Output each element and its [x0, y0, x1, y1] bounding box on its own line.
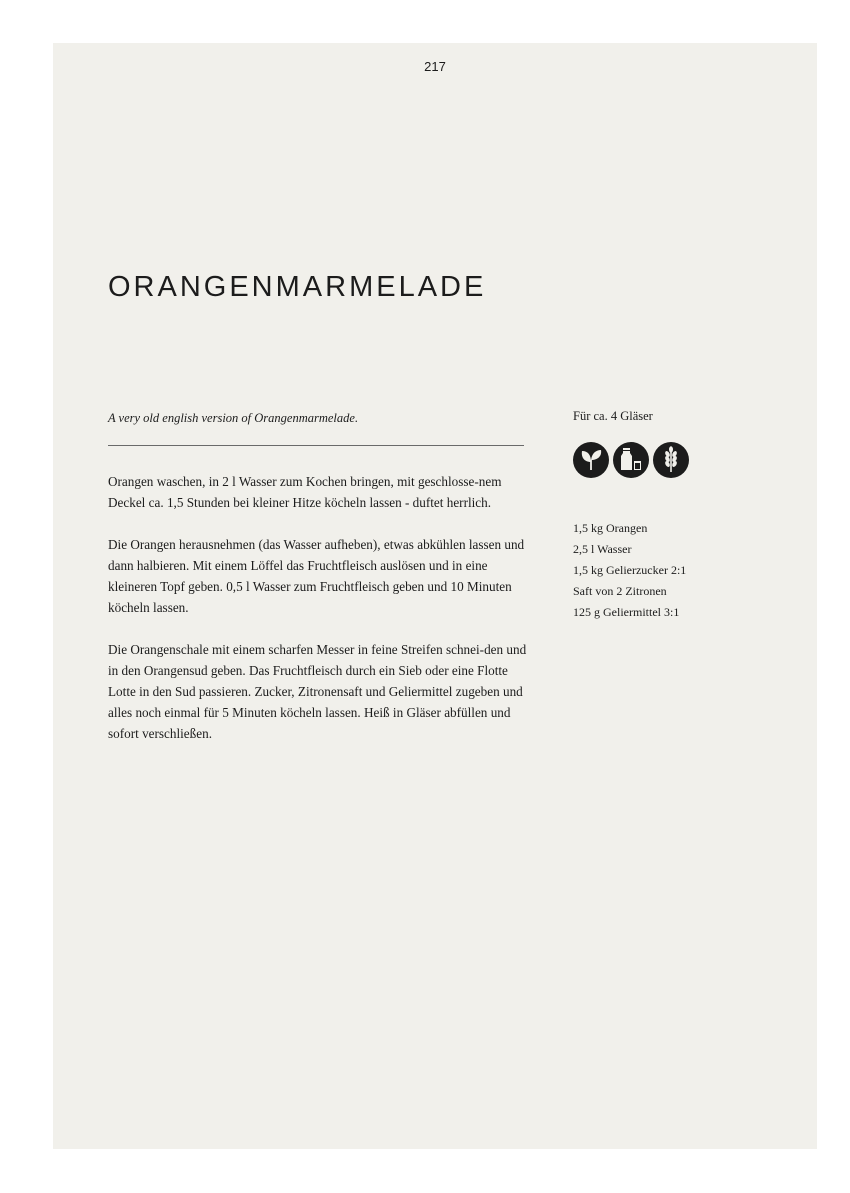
- ingredient-item: 1,5 kg Orangen: [573, 521, 648, 535]
- recipe-title: ORANGENMARMELADE: [108, 271, 487, 303]
- instruction-paragraph: Orangen waschen, in 2 l Wasser zum Kochen bringen, mit geschlosse-nem Deckel ca. 1,5 Stunden bei kleiner Hitze köcheln lassen - duftet herrlich.: [108, 474, 502, 510]
- ingredient-item: 125 g Geliermittel 3:1: [573, 605, 680, 619]
- page-number: 217: [424, 59, 446, 74]
- recipe-instructions: [108, 471, 538, 765]
- instruction-paragraph: Die Orangen herausnehmen (das Wasser aufheben), etwas abkühlen lassen und dann halbieren. Mit einem Löffel das Fruchtfleisch auslösen und in eine kleineren Topf geben. 0,5 l Wasser zum Fruchtfleisch geben und 10 Minuten köcheln lassen.: [108, 537, 525, 615]
- recipe-sidebar: [573, 409, 793, 623]
- instruction-paragraph: Die Orangenschale mit einem scharfen Messer in feine Streifen schnei-den und in den Orangensud geben. Das Fruchtfleisch durch ein Sieb oder eine Flotte Lotte in den Sud passieren. Zucker, Zitronensaft und Geliermittel zugeben und alles noch einmal für 5 Minuten köcheln lassen. Heiß in Gläser abfüllen und sofort verschließen.: [108, 642, 527, 741]
- ingredient-item: 1,5 kg Gelierzucker 2:1: [573, 563, 687, 577]
- grain-icon: [653, 442, 689, 478]
- intro-divider: [108, 445, 524, 446]
- servings: Für ca. 4 Gläser: [573, 409, 653, 423]
- ingredient-list: [573, 518, 793, 623]
- recipe-intro: A very old english version of Orangenmarmelade.: [108, 411, 359, 425]
- book-page: [53, 43, 817, 1149]
- vegan-leaf-icon: [573, 442, 609, 478]
- ingredient-item: Saft von 2 Zitronen: [573, 584, 667, 598]
- diet-icons: [573, 442, 793, 478]
- dairy-free-milk-icon: [613, 442, 649, 478]
- ingredient-item: 2,5 l Wasser: [573, 542, 632, 556]
